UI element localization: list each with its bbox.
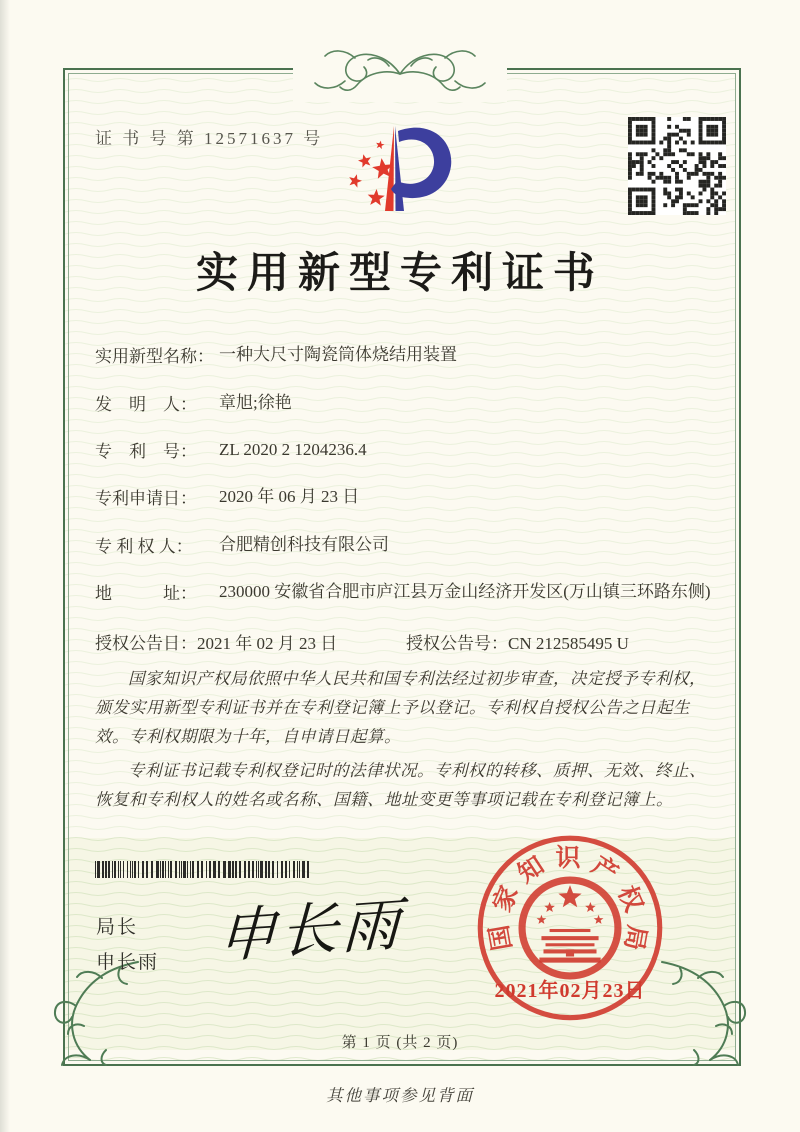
seal-ring-text: 国 家 知 识 产 权 局 — [486, 845, 650, 953]
field-row-address — [95, 579, 711, 605]
legal-text — [95, 664, 720, 819]
field-row-patent-number — [95, 437, 711, 463]
field-row-inventor — [95, 390, 711, 416]
field-value: 一种大尺寸陶瓷筒体烧结用装置 — [219, 345, 457, 364]
grant-date-value: 2021 年 02 月 23 日 — [197, 634, 338, 653]
grant-date-label: 授权公告日： — [95, 634, 197, 653]
field-row-name — [95, 342, 711, 368]
field-label: 地 址： — [95, 584, 197, 603]
field-label: 专 利 号： — [95, 442, 197, 461]
field-label: 实用新型名称： — [95, 347, 214, 366]
qr-code — [628, 117, 726, 215]
back-side-note: 其他事项参见背面 — [326, 1086, 474, 1105]
official-seal — [468, 828, 672, 1032]
field-label: 专利申请日： — [95, 489, 197, 508]
grant-number-value: CN 212585495 U — [508, 634, 629, 653]
field-value: 章旭;徐艳 — [219, 393, 292, 412]
scan-edge-shadow — [0, 0, 10, 1132]
field-row-grant — [95, 629, 735, 654]
field-row-patentee — [95, 532, 711, 558]
field-value: 合肥精创科技有限公司 — [219, 535, 389, 554]
field-label: 专 利 权 人： — [95, 537, 193, 556]
field-value: ZL 2020 2 1204236.4 — [219, 440, 367, 459]
director-signature: 申长雨 — [216, 891, 405, 970]
cnipa-logo-icon — [333, 110, 465, 226]
certificate-title: 实用新型专利证书 — [195, 251, 604, 297]
field-value: 2020 年 06 月 23 日 — [219, 487, 360, 506]
director-name: 申长雨 — [96, 952, 160, 973]
seal-date: 2021年02月23日 — [494, 980, 646, 1002]
field-row-filing-date — [95, 484, 711, 510]
field-label: 发 明 人： — [95, 395, 197, 414]
grant-number-label: 授权公告号： — [406, 634, 508, 653]
legal-paragraph-2: 专利证书记载专利权登记时的法律状况。专利权的转移、质押、无效、终止、恢复和专利权人的姓名或名称、国籍、地址变更等事项记载在专利登记簿上。 — [95, 761, 706, 809]
barcode — [95, 861, 313, 878]
director-title-label: 局长 — [96, 917, 139, 938]
certificate-number: 证 书 号 第 12571637 号 — [95, 129, 324, 148]
page-number: 第 1 页 (共 2 页) — [341, 1035, 459, 1051]
legal-paragraph-1: 国家知识产权局依照中华人民共和国专利法经过初步审查，决定授予专利权，颁发实用新型专利证书并在专利登记簿上予以登记。专利权自授权公告之日起生效。专利权期限为十年，自申请日起算。 — [95, 669, 706, 746]
field-value: 230000 安徽省合肥市庐江县万金山经济开发区(万山镇三环路东侧) — [219, 582, 711, 601]
